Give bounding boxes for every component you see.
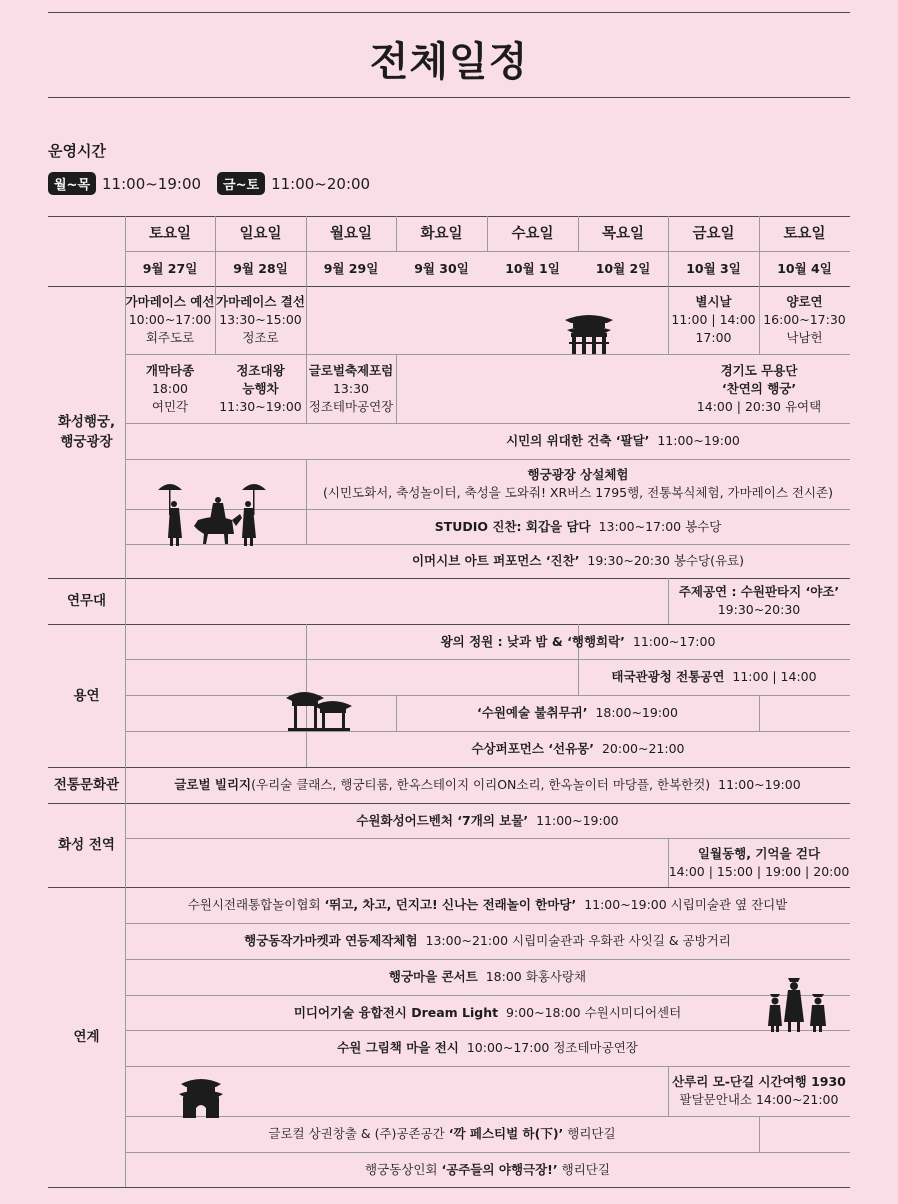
event-princess-theater xyxy=(125,1152,850,1187)
event-desc: (우리술 클래스, 행궁티룸, 한옥스테이지 이리ON소리, 한옥놀이터 마당플, 한복한컷) xyxy=(251,777,711,792)
event-time: 11:00~19:00 xyxy=(657,433,740,448)
event-desc: (시민도화서, 축성놀이터, 축성을 도와줘! XR버스 1795행, 전통복식체험, 가마레이스 전시존) xyxy=(323,485,833,500)
event-place: 여민각 xyxy=(151,398,189,414)
event-yangroyeon xyxy=(759,286,850,354)
event-place: 회주도로 xyxy=(145,330,195,345)
section-culture-hall: 전통문화관 xyxy=(53,777,120,793)
day-header: 토요일 xyxy=(148,225,192,242)
event-title: ‘뛰고, 차고, 던지고! 신나는 전래놀이 한마당’ xyxy=(324,897,577,912)
event-title: 행궁동작가마켓과 연등제작체험 xyxy=(244,933,418,948)
table-bottom-rule xyxy=(48,1187,850,1188)
weekend-time: 11:00~20:00 xyxy=(271,174,371,193)
event-time: 11:00~19:00 xyxy=(718,777,801,792)
day-header: 목요일 xyxy=(601,225,645,242)
date-header: 10월 1일 xyxy=(505,260,560,276)
event-title: 태국관광청 전통공연 xyxy=(611,669,725,684)
event-opening-bell xyxy=(125,354,215,423)
column-divider xyxy=(759,1116,760,1152)
date-header: 9월 30일 xyxy=(414,260,469,276)
event-place: 정조로 xyxy=(242,330,279,345)
event-kkak-festival xyxy=(125,1116,759,1152)
event-adventure xyxy=(125,803,850,838)
event-place: 행리단길 xyxy=(567,1126,616,1141)
event-org: 수원시전래통합놀이협회 xyxy=(187,897,321,912)
event-subtitle: ‘찬연의 행궁’ xyxy=(721,380,797,396)
event-title: 이머시브 아트 퍼포먼스 ‘진찬’ xyxy=(411,553,580,568)
event-time: 18:00~19:00 xyxy=(595,705,678,720)
event-time: 10:00~17:00 정조테마공연장 xyxy=(466,1040,638,1055)
operating-hours-label: 운영시간 xyxy=(48,142,106,160)
event-time: 11:00 | 14:00 xyxy=(732,669,817,684)
section-yeonmudae: 연무대 xyxy=(66,593,107,609)
section-hwaseong: 화성행궁, 행궁광장 xyxy=(57,414,116,450)
event-time: 13:00~21:00 시립미술관과 우화관 사잇길 & 공방거리 xyxy=(425,933,731,948)
column-divider xyxy=(396,354,397,423)
event-time: 11:00~17:00 xyxy=(632,633,716,649)
event-race-prelim xyxy=(125,286,215,354)
event-title: 글로벌 빌리지 xyxy=(174,777,252,792)
operating-hours-line xyxy=(48,172,386,195)
event-time: 17:00 xyxy=(695,330,732,345)
event-title: 개막타종 xyxy=(145,362,195,378)
event-title: 미디어기술 융합전시 Dream Light xyxy=(293,1004,499,1020)
event-picture-book xyxy=(125,1030,850,1066)
event-title: 행궁광장 상설체험 xyxy=(527,467,629,482)
event-title: 행궁마을 콘서트 xyxy=(388,969,478,984)
event-title: 수상퍼포먼스 ‘선유몽’ xyxy=(471,741,595,756)
event-time: 16:00~17:30 xyxy=(763,312,846,327)
event-time: 18:00 화홍사랑채 xyxy=(485,969,587,984)
section-yongyeon: 용연 xyxy=(73,687,100,704)
day-header: 금요일 xyxy=(692,225,735,242)
event-immersive xyxy=(306,544,850,578)
event-title: ‘깍 페스티벌 하(下)’ xyxy=(448,1126,564,1141)
hanbok-figures-illustration xyxy=(768,972,834,1034)
event-title: 수원 그림책 마을 전시 xyxy=(337,1040,459,1055)
event-title: 주제공연 : 수원판타지 ‘야조’ xyxy=(678,584,840,599)
event-title: 가마레이스 예선 xyxy=(125,294,215,309)
event-place: 행리단길 xyxy=(561,1161,610,1177)
weekday-time: 11:00~19:00 xyxy=(102,174,202,193)
event-title: 산루리 모-단길 시간여행 1930 xyxy=(672,1074,846,1089)
event-title: 시민의 위대한 건축 ‘팔달’ xyxy=(506,433,650,448)
event-title: 왕의 정원 : 낮과 밤 & ‘행행희락’ xyxy=(440,633,625,649)
date-header: 9월 27일 xyxy=(142,260,198,276)
event-time: 18:00 xyxy=(151,380,189,396)
event-time: 19:30~20:30 xyxy=(717,602,801,617)
section-whole-fortress: 화성 전역 xyxy=(58,837,115,853)
date-header: 9월 28일 xyxy=(233,260,288,276)
date-header: 9월 29일 xyxy=(323,260,379,276)
date-header: 10월 4일 xyxy=(777,260,832,276)
page-title: 전체일정 xyxy=(369,39,529,85)
pavilion-illustration xyxy=(284,684,354,732)
title-rule xyxy=(48,97,850,98)
event-title: 정조대왕 능행차 xyxy=(236,362,285,396)
event-traditional-play xyxy=(125,887,850,923)
event-time: 13:30 xyxy=(332,380,370,396)
event-time: 10:00~17:00 xyxy=(128,312,212,327)
event-artist-market xyxy=(125,923,850,959)
weekend-badge: 금~토 xyxy=(217,172,265,195)
event-title: 글로벌축제포럼 xyxy=(308,362,394,378)
event-water-performance xyxy=(306,731,850,767)
day-header: 일요일 xyxy=(239,225,282,242)
day-header: 토요일 xyxy=(783,225,826,242)
event-dance-troupe xyxy=(668,354,850,423)
event-time: 13:00~17:00 봉수당 xyxy=(598,518,722,534)
event-title: 수원화성어드벤처 ‘7개의 보물’ xyxy=(356,812,529,828)
event-title: ‘수원예술 불취무귀’ xyxy=(477,705,588,720)
event-media-exhibition xyxy=(125,995,850,1030)
event-global-village xyxy=(125,767,850,803)
event-place: 정조테마공연장 xyxy=(308,398,394,414)
event-org: 글로컬 상권창출 & (주)공존공간 xyxy=(268,1126,445,1141)
event-thai-performance xyxy=(578,659,850,695)
section-linked: 연계 xyxy=(73,1029,100,1045)
event-place: 낙남헌 xyxy=(786,330,823,345)
royal-procession-illustration xyxy=(156,478,268,550)
event-title: 별시날 xyxy=(695,294,732,309)
column-divider xyxy=(759,695,760,731)
event-title: STUDIO 진찬: 회갑을 담다 xyxy=(434,518,591,534)
event-time: 팔달문안내소 14:00~21:00 xyxy=(679,1092,839,1107)
event-village-concert xyxy=(125,959,850,995)
event-org: 행궁동상인회 xyxy=(365,1161,438,1177)
event-byeolsinal xyxy=(668,286,759,354)
event-time: 20:00~21:00 xyxy=(601,741,685,756)
event-global-forum xyxy=(306,354,396,423)
event-time: 14:00 | 15:00 | 19:00 | 20:00 xyxy=(668,863,850,879)
day-header: 수요일 xyxy=(511,225,554,242)
event-architecture xyxy=(396,423,850,459)
event-time: 11:00 | 14:00 xyxy=(671,312,756,327)
weekday-badge: 월~목 xyxy=(48,172,96,195)
event-time: 11:00~19:00 시립미술관 옆 잔디밭 xyxy=(584,897,788,912)
event-time: 11:00~19:00 xyxy=(536,812,619,828)
top-rule xyxy=(48,12,850,13)
event-suwon-art xyxy=(396,695,759,731)
event-time: 13:30~15:00 xyxy=(219,312,302,327)
event-sun-moon-walk xyxy=(668,838,850,887)
date-header: 10월 3일 xyxy=(686,260,741,276)
event-square-experience xyxy=(306,459,850,509)
event-title: 양로연 xyxy=(786,294,823,309)
event-title: 일월동행, 기억을 걷다 xyxy=(697,845,821,861)
fortress-gate-illustration xyxy=(178,1074,224,1118)
event-title: 가마레이스 결선 xyxy=(216,294,305,309)
event-studio xyxy=(306,509,850,544)
day-header: 화요일 xyxy=(420,225,463,242)
event-jeongjo-procession xyxy=(215,354,306,423)
event-title: ‘공주들의 야행극장!’ xyxy=(441,1161,558,1177)
event-time: 19:30~20:30 봉수당(유료) xyxy=(587,553,745,568)
date-header: 10월 2일 xyxy=(595,260,651,276)
event-sanruri-tour xyxy=(668,1066,850,1116)
event-kings-garden xyxy=(306,624,850,659)
event-title: 경기도 무용단 xyxy=(720,362,798,378)
event-time: 11:30~19:00 xyxy=(219,398,302,414)
palace-gate-illustration xyxy=(563,310,615,356)
day-header: 월요일 xyxy=(329,225,373,242)
event-race-final xyxy=(215,286,306,354)
event-time: 9:00~18:00 수원시미디어센터 xyxy=(506,1004,682,1020)
event-time: 14:00 | 20:30 유여택 xyxy=(696,398,822,414)
event-theme-performance xyxy=(668,578,850,624)
